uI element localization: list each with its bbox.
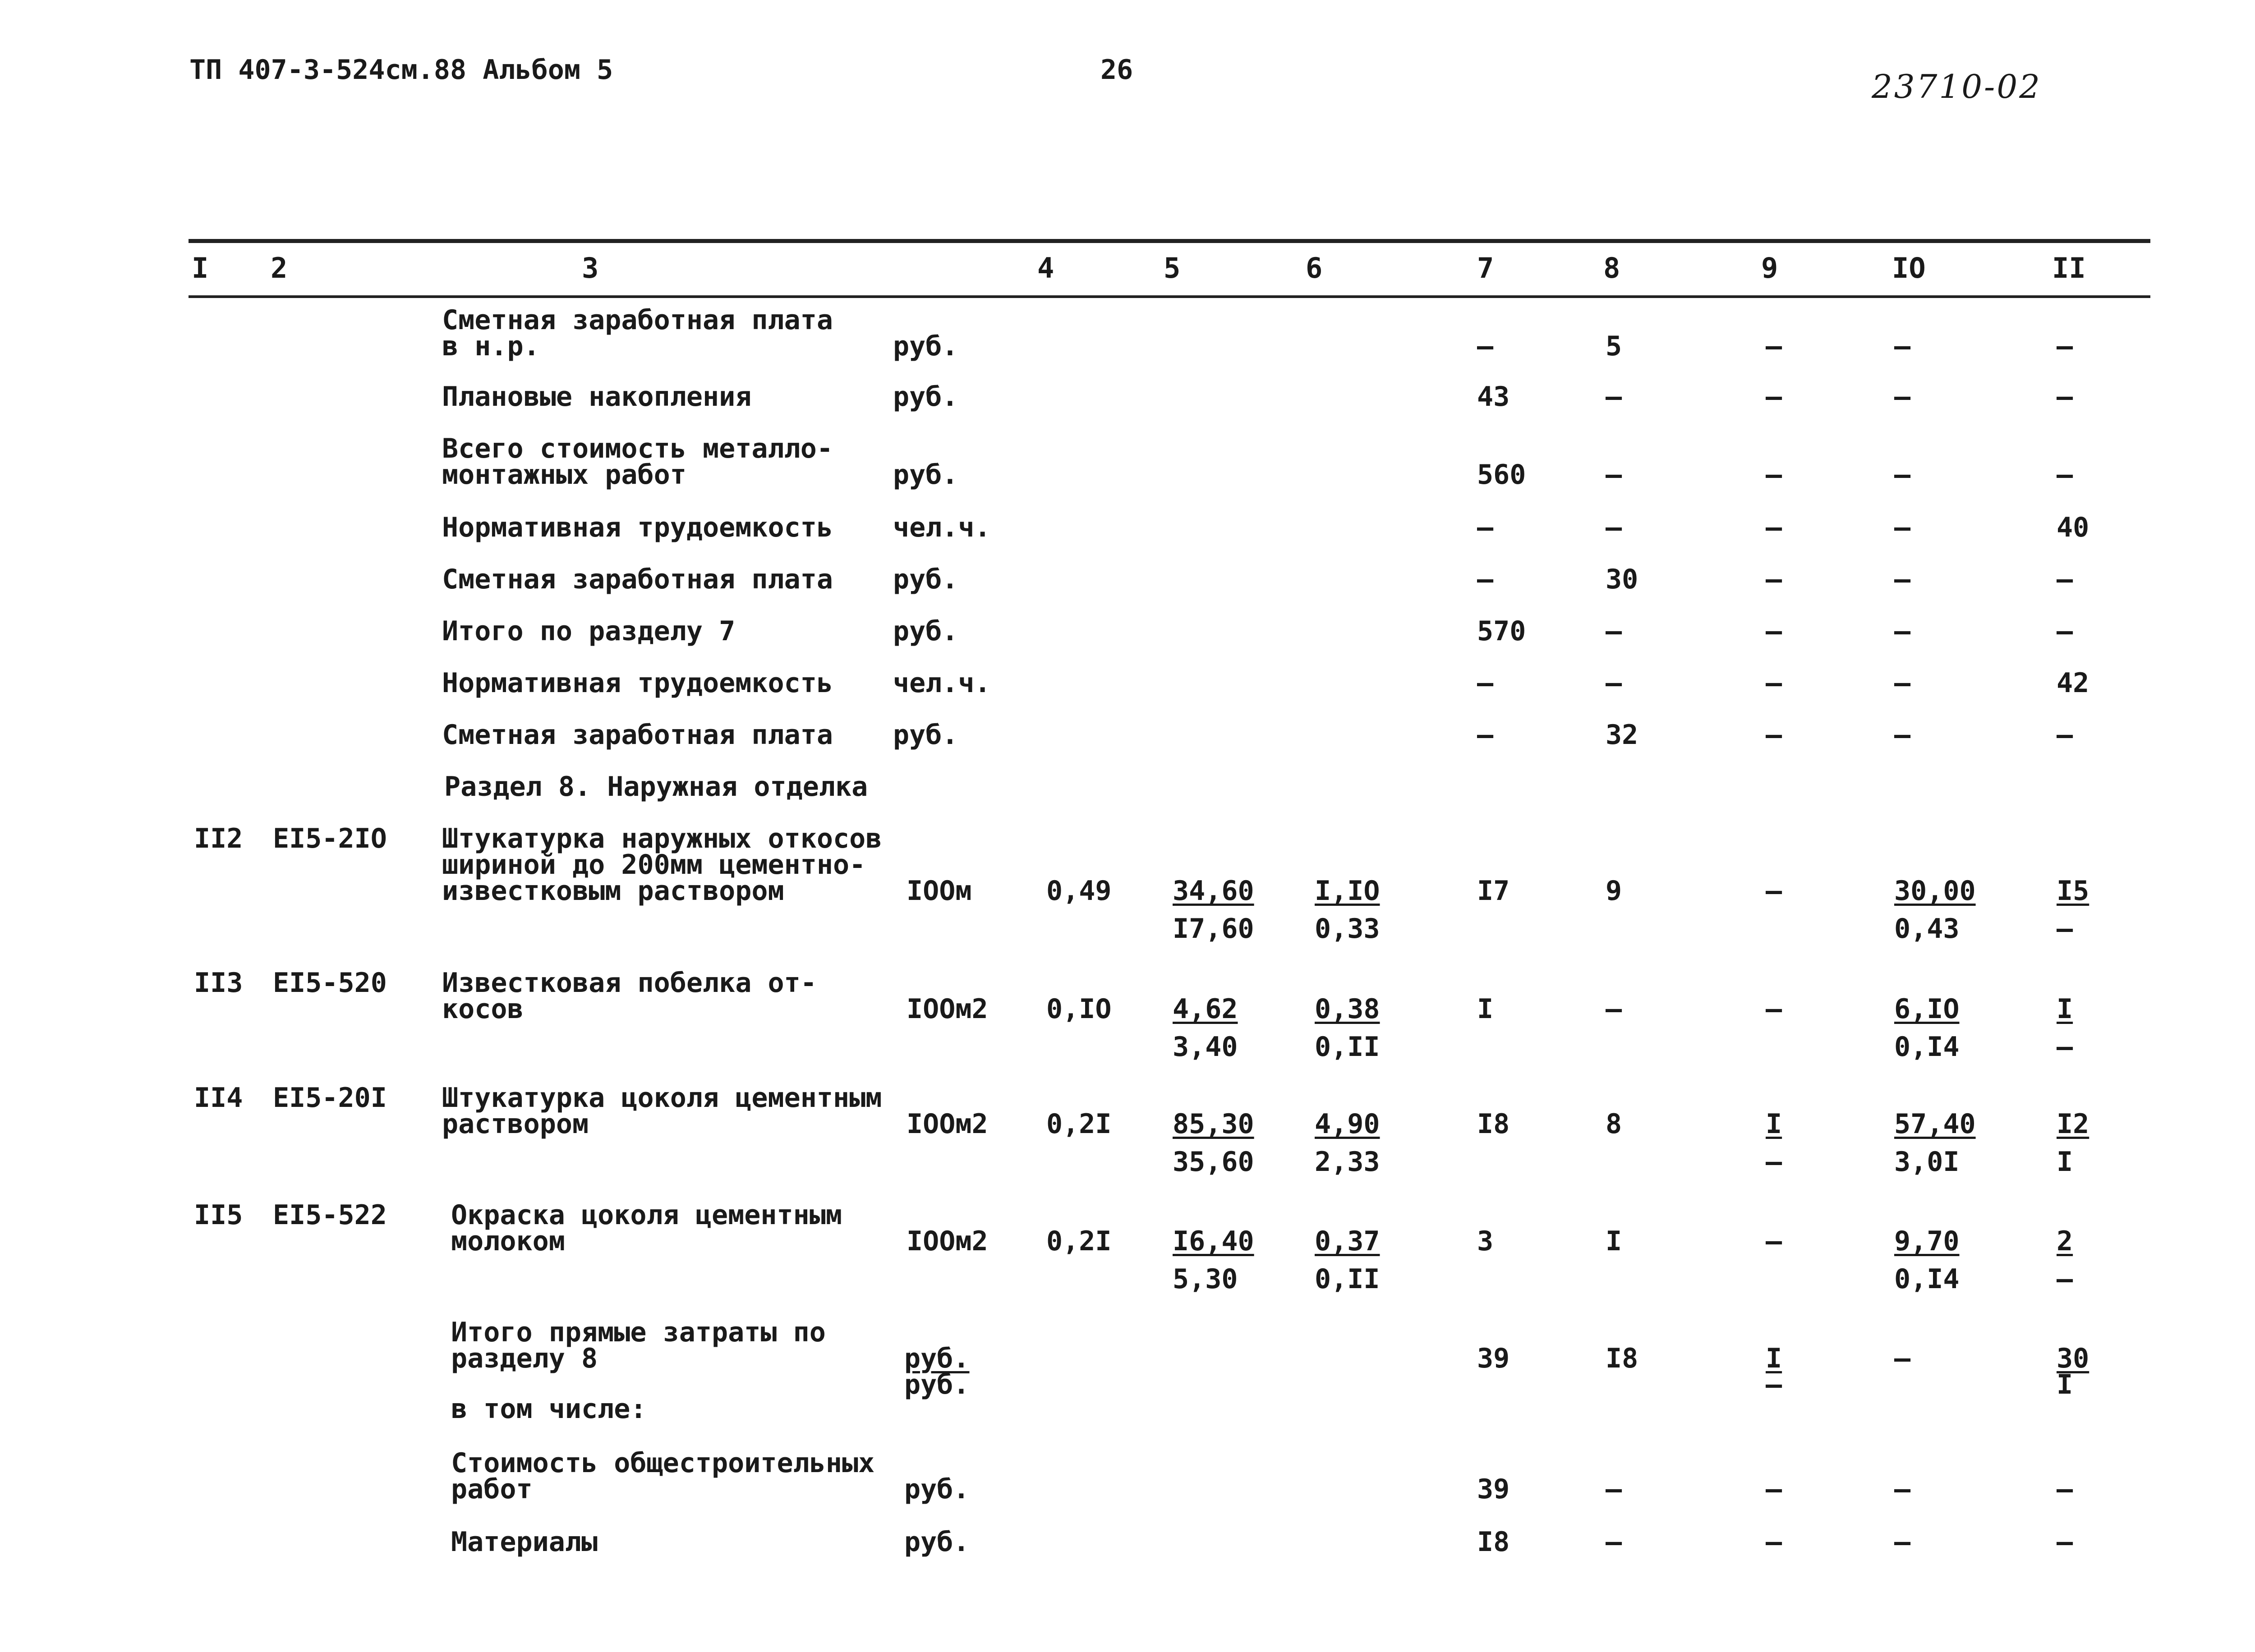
cell-col10: – [1894, 719, 1911, 751]
cell-col10: – [1894, 512, 1911, 543]
rate-code: EI5-520 [273, 967, 387, 999]
cell-col8: – [1606, 1526, 1622, 1558]
row-description: в н.р. [442, 330, 540, 362]
cell-col7: 39 [1477, 1473, 1510, 1505]
column-number-5: 5 [1164, 252, 1181, 285]
cell-col7: I8 [1477, 1108, 1510, 1140]
cell-col6-bottom: 0,II [1315, 1031, 1380, 1063]
cell-col10-bottom: 0,I4 [1894, 1031, 1960, 1063]
cell-col7: 570 [1477, 615, 1526, 647]
cell-col6-top: 0,38 [1315, 993, 1380, 1025]
cell-col6-top: I,IO [1315, 875, 1380, 907]
row-unit: руб. [904, 1473, 970, 1505]
cell-col11-bottom: – [2057, 1031, 2073, 1063]
cell-col10: – [1894, 1526, 1911, 1558]
item-number: II3 [194, 967, 243, 999]
cell-col8: – [1606, 381, 1622, 413]
cell-col5-bottom: 35,60 [1173, 1146, 1254, 1178]
cell-col7: 39 [1477, 1343, 1510, 1374]
cell-col11: – [2057, 615, 2073, 647]
row-unit-top: руб. [904, 1343, 970, 1374]
cell-col9: – [1766, 564, 1782, 595]
cell-col11-bottom: I [2057, 1146, 2073, 1178]
rate-code: EI5-20I [273, 1082, 387, 1114]
cell-col4: 0,2I [1046, 1108, 1112, 1140]
cell-col11: – [2057, 719, 2073, 751]
cell-col9: – [1766, 1526, 1782, 1558]
cell-col4: 0,49 [1046, 875, 1112, 907]
cell-col8: – [1606, 667, 1622, 699]
row-unit: чел.ч. [893, 512, 991, 543]
document-reference: ТП 407-3-524см.88 Альбом 5 [189, 54, 613, 86]
cell-col7: – [1477, 330, 1494, 362]
cell-col10: – [1894, 564, 1911, 595]
cell-col11-bottom: – [2057, 1263, 2073, 1295]
table-header-rule [189, 295, 2150, 298]
row-unit: руб. [893, 615, 958, 647]
cell-col7: – [1477, 667, 1494, 699]
cell-col11-top: I [2057, 993, 2073, 1025]
cell-col10: – [1894, 1343, 1911, 1374]
cell-col7: 3 [1477, 1225, 1494, 1257]
cell-col6-top: 0,37 [1315, 1225, 1380, 1257]
cell-col8: – [1606, 1473, 1622, 1505]
cell-col11-top: 30 [2057, 1343, 2089, 1374]
row-description: Итого прямые затраты по [451, 1317, 826, 1348]
archive-code: 23710-02 [1872, 68, 2042, 106]
row-unit: руб. [904, 1526, 970, 1558]
row-description: Плановые накопления [442, 381, 752, 413]
section-title: Раздел 8. Наружная отделка [444, 771, 868, 803]
cell-col6-bottom: 0,II [1315, 1263, 1380, 1295]
cell-col8: 30 [1606, 564, 1638, 595]
cell-col8: – [1606, 512, 1622, 543]
row-unit-bottom: руб. [904, 1369, 970, 1400]
row-description: работ [451, 1473, 533, 1505]
cell-col7: – [1477, 512, 1494, 543]
column-number-3: 3 [582, 252, 599, 285]
row-unit: руб. [893, 330, 958, 362]
row-description: Окраска цоколя цементным [451, 1199, 842, 1231]
cell-col8: I [1606, 1225, 1622, 1257]
cell-col5-top: 85,30 [1173, 1108, 1254, 1140]
cell-col10: – [1894, 459, 1911, 491]
row-description: в том числе: [451, 1393, 647, 1425]
column-number-6: 6 [1306, 252, 1323, 285]
cell-col11-bottom: – [2057, 913, 2073, 945]
cell-col7: 560 [1477, 459, 1526, 491]
cell-col11: – [2057, 1473, 2073, 1505]
cell-col11: – [2057, 381, 2073, 413]
column-number-8: 8 [1603, 252, 1620, 285]
row-description: Материалы [451, 1526, 598, 1558]
cell-col11: – [2057, 1526, 2073, 1558]
cell-col8: – [1606, 993, 1622, 1025]
cell-col10: – [1894, 1473, 1911, 1505]
cell-col11-top: I2 [2057, 1108, 2089, 1140]
row-unit: IOOм [907, 875, 972, 907]
cell-col11: 40 [2057, 512, 2089, 543]
cell-col6-bottom: 0,33 [1315, 913, 1380, 945]
cell-col10: – [1894, 615, 1911, 647]
table-top-rule [189, 239, 2150, 243]
cell-col9: – [1766, 459, 1782, 491]
row-description: Нормативная трудоемкость [442, 667, 833, 699]
cell-col11: 42 [2057, 667, 2089, 699]
cell-col5-top: I6,40 [1173, 1225, 1254, 1257]
cell-col11: – [2057, 459, 2073, 491]
row-description: молоком [451, 1225, 565, 1257]
cell-col7: I8 [1477, 1526, 1510, 1558]
cell-col9: – [1766, 512, 1782, 543]
cell-col9: – [1766, 667, 1782, 699]
row-description: Сметная заработная плата [442, 719, 833, 751]
cell-col11-bottom: I [2057, 1369, 2073, 1400]
cell-col5-bottom: 5,30 [1173, 1263, 1238, 1295]
cell-col9: – [1766, 875, 1782, 907]
cell-col5-top: 34,60 [1173, 875, 1254, 907]
cell-col10-top: 57,40 [1894, 1108, 1976, 1140]
cell-col8: 5 [1606, 330, 1622, 362]
row-description: косов [442, 993, 524, 1025]
cell-col6-bottom: 2,33 [1315, 1146, 1380, 1178]
cell-col9: – [1766, 330, 1782, 362]
row-unit: чел.ч. [893, 667, 991, 699]
cell-col7: 43 [1477, 381, 1510, 413]
cell-col9: – [1766, 1473, 1782, 1505]
row-unit: руб. [893, 719, 958, 751]
cell-col10: – [1894, 667, 1911, 699]
column-number-2: 2 [271, 252, 288, 285]
cell-col8: 32 [1606, 719, 1638, 751]
cell-col10-bottom: 0,I4 [1894, 1263, 1960, 1295]
cell-col5-bottom: I7,60 [1173, 913, 1254, 945]
column-number-4: 4 [1037, 252, 1054, 285]
cell-col7: – [1477, 719, 1494, 751]
item-number: II5 [194, 1199, 243, 1231]
cell-col10: – [1894, 330, 1911, 362]
cell-col11-top: I5 [2057, 875, 2089, 907]
row-description: Штукатурка наружных откосов [442, 823, 882, 854]
cell-col9: – [1766, 381, 1782, 413]
cell-col11: – [2057, 564, 2073, 595]
cell-col8: – [1606, 615, 1622, 647]
row-unit: IOOм2 [907, 1225, 988, 1257]
rate-code: EI5-522 [273, 1199, 387, 1231]
row-description: Всего стоимость металло- [442, 433, 833, 464]
row-description: раствором [442, 1108, 589, 1140]
cell-col7: I [1477, 993, 1494, 1025]
row-unit: руб. [893, 459, 958, 491]
cell-col7: – [1477, 564, 1494, 595]
cell-col9: – [1766, 1225, 1782, 1257]
cell-col5-bottom: 3,40 [1173, 1031, 1238, 1063]
cell-col6-top: 4,90 [1315, 1108, 1380, 1140]
row-description: Итого по разделу 7 [442, 615, 736, 647]
cell-col7: I7 [1477, 875, 1510, 907]
item-number: II4 [194, 1082, 243, 1114]
column-number-11: II [2052, 252, 2086, 285]
cell-col11: – [2057, 330, 2073, 362]
cell-col8: I8 [1606, 1343, 1638, 1374]
cell-col10-top: 6,IO [1894, 993, 1960, 1025]
item-number: II2 [194, 823, 243, 854]
row-description: разделу 8 [451, 1343, 598, 1374]
row-description: Сметная заработная плата [442, 564, 833, 595]
cell-col4: 0,IO [1046, 993, 1112, 1025]
row-description: шириной до 200мм цементно- [442, 849, 866, 881]
cell-col10: – [1894, 381, 1911, 413]
cell-col10-bottom: 0,43 [1894, 913, 1960, 945]
cell-col11-top: 2 [2057, 1225, 2073, 1257]
column-number-10: IO [1892, 252, 1926, 285]
row-description: Сметная заработная плата [442, 304, 833, 336]
row-unit: руб. [893, 564, 958, 595]
row-unit: IOOм2 [907, 993, 988, 1025]
cell-col5-top: 4,62 [1173, 993, 1238, 1025]
row-description: Стоимость общестроительных [451, 1447, 875, 1479]
cell-col10-top: 30,00 [1894, 875, 1976, 907]
cell-col10-bottom: 3,0I [1894, 1146, 1960, 1178]
cell-col8: 9 [1606, 875, 1622, 907]
row-description: Штукатурка цоколя цементным [442, 1082, 882, 1114]
cell-col8: – [1606, 459, 1622, 491]
cell-col10-top: 9,70 [1894, 1225, 1960, 1257]
cell-col9: – [1766, 615, 1782, 647]
page-number: 26 [1100, 54, 1133, 86]
cell-col9: – [1766, 719, 1782, 751]
cell-col9: – [1766, 993, 1782, 1025]
cell-col4: 0,2I [1046, 1225, 1112, 1257]
column-number-9: 9 [1761, 252, 1778, 285]
row-unit: IOOм2 [907, 1108, 988, 1140]
cell-col9-bottom: – [1766, 1369, 1782, 1400]
row-unit: руб. [893, 381, 958, 413]
cell-col8: 8 [1606, 1108, 1622, 1140]
row-description: монтажных работ [442, 459, 686, 491]
column-number-7: 7 [1477, 252, 1494, 285]
row-description: Нормативная трудоемкость [442, 512, 833, 543]
column-number-1: I [192, 252, 209, 285]
cell-col9-top: I [1766, 1108, 1782, 1140]
rate-code: EI5-2IO [273, 823, 387, 854]
row-description: Известковая побелка от- [442, 967, 817, 999]
row-description: известковым раствором [442, 875, 784, 907]
cell-col9-bottom: – [1766, 1146, 1782, 1178]
cell-col9-top: I [1766, 1343, 1782, 1374]
